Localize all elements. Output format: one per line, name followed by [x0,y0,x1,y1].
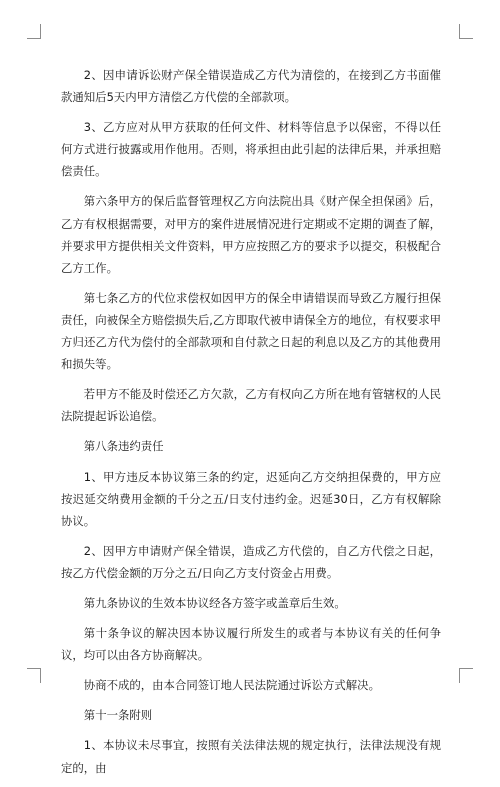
crop-mark-top-right [459,24,460,39]
clause-paragraph: 1、本协议未尽事宜，按照有关法律法规的规定执行，法律法规没有规定的，由 [61,738,441,775]
clause-paragraph: 第九条协议的生效本协议经各方签字或盖章后生效。 [83,595,346,610]
crop-mark-top-right [459,38,473,39]
clause-paragraph: 1、甲方违反本协议第三条的约定，迟延向乙方交纳担保费的，甲方应按迟延交纳费用金额的千分之五/日支付违约金。迟延30日，乙方有权解除协议。 [61,469,441,528]
clause-paragraph: 3、乙方应对从甲方获取的任何文件、材料等信息予以保密，不得以任何方式进行披露或用作他用。否则，将承担由此引起的法律后果，并承担赔偿责任。 [61,120,441,179]
section-heading: 第十一条附则 [83,708,153,723]
clause-paragraph: 2、因申请诉讼财产保全错误造成乙方代为清偿的，在接到乙方书面催款通知后5天内甲方清偿乙方代偿的全部款项。 [61,68,441,105]
crop-mark-top-left [27,38,41,39]
crop-mark-bottom-right [459,668,473,669]
section-heading: 第八条违约责任 [83,439,164,454]
document-body [61,64,441,787]
clause-paragraph: 第七条乙方的代位求偿权如因甲方的保全申请错误而导致乙方履行担保责任，向被保全方赔偿损失后,乙方即取代被申请保全方的地位，有权要求甲方归还乙方代为偿付的全部款项和自付款之日起的利息以及乙方的其他费用和损失等。 [61,290,441,372]
crop-mark-top-left [40,24,41,39]
crop-mark-bottom-right [459,668,460,683]
clause-paragraph: 第十条争议的解决因本协议履行所发生的或者与本协议有关的任何争议，均可以由各方协商解决。 [61,626,441,663]
crop-mark-bottom-left [40,668,41,683]
clause-paragraph: 第六条甲方的保后监督管理权乙方向法院出具《财产保全担保函》后，乙方有权根据需要，对甲方的案件进展情况进行定期或不定期的调查了解，并要求甲方提供相关文件资料，甲方应按照乙方的要求予以提交，积极配合乙方工作。 [61,194,441,275]
clause-paragraph: 协商不成的，由本合同签订地人民法院通过诉讼方式解决。 [83,678,380,693]
clause-paragraph: 若甲方不能及时偿还乙方欠款，乙方有权向乙方所在地有管辖权的人民法院提起诉讼追偿。 [61,387,441,424]
clause-paragraph: 2、因甲方申请财产保全错误，造成乙方代偿的，自乙方代偿之日起，按乙方代偿金额的万分之五/日向乙方支付资金占用费。 [61,543,441,580]
crop-mark-bottom-left [27,668,41,669]
